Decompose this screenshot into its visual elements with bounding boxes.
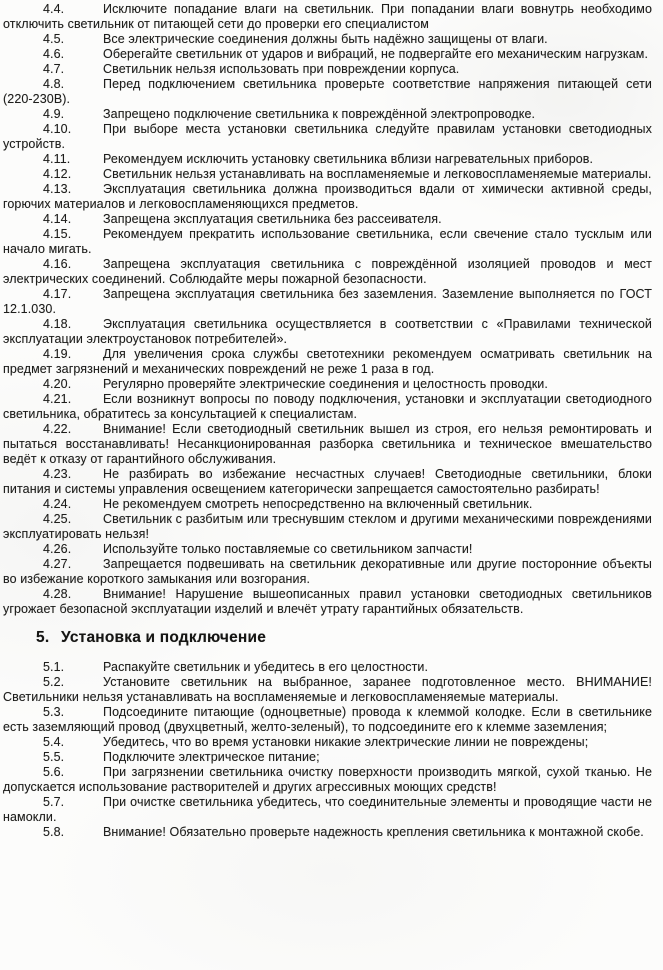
paragraph-text: Внимание! Если светодиодный светильник вышел из строя, его нельзя ремонтировать и пытаться восстанавливать! Несанкционированная разборка светильника и техническое вмешательство ведёт к отказу от гарантийного обслуживания. [3, 422, 652, 466]
manual-paragraph [3, 62, 652, 77]
paragraph-number: 4.7. [43, 62, 65, 76]
manual-paragraph [3, 317, 652, 347]
manual-paragraph [3, 392, 652, 422]
paragraph-number: 4.4. [43, 2, 65, 16]
section-5-heading [3, 628, 652, 647]
manual-paragraph [3, 587, 652, 617]
paragraph-text: Подключите электрическое питание; [103, 750, 320, 764]
manual-paragraph [3, 557, 652, 587]
paragraph-text: Светильник нельзя использовать при повреждении корпуса. [103, 62, 460, 76]
paragraph-number: 5.2. [43, 675, 65, 689]
manual-paragraph [3, 735, 652, 750]
paragraph-text: Запрещается подвешивать на светильник декоративные или другие посторонние объекты во избежание короткого замыкания или возгорания. [3, 557, 652, 586]
manual-paragraph [3, 467, 652, 497]
paragraph-number: 4.8. [43, 77, 65, 91]
paragraph-text: Светильник нельзя устанавливать на воспламеняемые и легковоспламеняемые материалы. [103, 167, 652, 181]
paragraph-number: 4.13. [43, 182, 72, 196]
manual-paragraph [3, 227, 652, 257]
paragraph-number: 4.22. [43, 422, 72, 436]
section-5-number: 5. [36, 629, 50, 646]
manual-paragraph [3, 287, 652, 317]
paragraph-number: 4.16. [43, 257, 72, 271]
paragraph-number: 5.5. [43, 750, 65, 764]
paragraph-number: 5.1. [43, 660, 65, 674]
paragraph-number: 4.28. [43, 587, 72, 601]
paragraph-text: Рекомендуем исключить установку светильника вблизи нагревательных приборов. [103, 152, 594, 166]
paragraph-text: Исключите попадание влаги на светильник. При попадании влаги вовнутрь необходимо отключить светильник от питающей сети до проверки его специалистом [3, 2, 652, 31]
manual-paragraph [3, 497, 652, 512]
manual-paragraph [3, 825, 652, 840]
manual-paragraph [3, 660, 652, 675]
paragraph-number: 4.11. [43, 152, 71, 166]
paragraph-text: Подсоедините питающие (одноцветные) провода к клеммой колодке. Если в светильнике есть заземляющий провод (двухцветный, желто-зеленый), то подсоедините его к клемме заземления; [3, 705, 652, 734]
paragraph-text: Для увеличения срока службы светотехники рекомендуем осматривать светильник на предмет загрязнений и механических повреждений не реже 1 раза в год. [3, 347, 652, 376]
paragraph-text: Регулярно проверяйте электрические соединения и целостность проводки. [103, 377, 548, 391]
manual-paragraph [3, 182, 652, 212]
paragraph-text: Запрещено подключение светильника к повреждённой электропроводке. [103, 107, 536, 121]
manual-paragraph [3, 257, 652, 287]
paragraph-number: 4.25. [43, 512, 72, 526]
paragraph-number: 5.7. [43, 795, 65, 809]
paragraph-number: 4.6. [43, 47, 65, 61]
paragraph-text: При выборе места установки светильника следуйте правилам установки светодиодных устройств. [3, 122, 652, 151]
paragraph-text: Перед подключением светильника проверьте соответствие напряжения питающей сети (220-230В). [3, 77, 652, 106]
paragraph-number: 5.3. [43, 705, 65, 719]
paragraph-number: 5.4. [43, 735, 65, 749]
paragraph-number: 4.20. [43, 377, 72, 391]
safety-rules-list [3, 2, 652, 617]
paragraph-text: Убедитесь, что во время установки никакие электрические линии не повреждены; [103, 735, 589, 749]
paragraph-number: 4.5. [43, 32, 65, 46]
paragraph-number: 4.19. [43, 347, 72, 361]
paragraph-number: 4.18. [43, 317, 72, 331]
paragraph-text: Внимание! Нарушение вышеописанных правил установки светодиодных светильников угрожает безопасной эксплуатации изделий и влечёт утрату гарантийных обязательств. [3, 587, 652, 616]
paragraph-text: Используйте только поставляемые со светильником запчасти! [103, 542, 473, 556]
paragraph-text: Запрещена эксплуатация светильника без заземления. Заземление выполняется по ГОСТ 12.1.030. [3, 287, 652, 316]
paragraph-number: 4.12. [43, 167, 72, 181]
paragraph-text: Запрещена эксплуатация светильника без рассеивателя. [103, 212, 442, 226]
manual-paragraph [3, 542, 652, 557]
paragraph-text: Светильник с разбитым или треснувшим стеклом и другими механическими повреждениями эксплуатировать нельзя! [3, 512, 652, 541]
section-5-title: Установка и подключение [61, 629, 267, 646]
paragraph-number: 4.15. [43, 227, 72, 241]
paragraph-text: Эксплуатация светильника осуществляется в соответствии с «Правилами технической эксплуатации электроустановок потребителей». [3, 317, 652, 346]
paragraph-text: При загрязнении светильника очистку поверхности производить мягкой, сухой тканью. Не допускается использование растворителей и других агрессивных моющих средств! [3, 765, 652, 794]
manual-paragraph [3, 705, 652, 735]
paragraph-text: Распакуйте светильник и убедитесь в его целостности. [103, 660, 429, 674]
manual-paragraph [3, 422, 652, 467]
manual-paragraph [3, 347, 652, 377]
manual-paragraph [3, 2, 652, 32]
installation-steps-list [3, 660, 652, 840]
manual-paragraph [3, 795, 652, 825]
paragraph-text: Установите светильник на выбранное, заранее подготовленное место. ВНИМАНИЕ! Светильники нельзя устанавливать на воспламеняемые и легковоспламеняемые материалы. [3, 675, 652, 704]
paragraph-number: 4.9. [43, 107, 65, 121]
paragraph-number: 5.8. [43, 825, 65, 839]
paragraph-text: При очистке светильника убедитесь, что соединительные элементы и проводящие части не намокли. [3, 795, 652, 824]
paragraph-number: 4.27. [43, 557, 72, 571]
paragraph-number: 4.21. [43, 392, 72, 406]
paragraph-text: Не разбирать во избежание несчастных случаев! Светодиодные светильники, блоки питания и системы управления освещением категорически запрещается самостоятельно разбирать! [3, 467, 652, 496]
paragraph-text: Оберегайте светильник от ударов и вибраций, не подвергайте его механическим нагрузкам. [103, 47, 649, 61]
manual-paragraph [3, 765, 652, 795]
manual-paragraph [3, 377, 652, 392]
manual-paragraph [3, 152, 652, 167]
paragraph-number: 4.26. [43, 542, 72, 556]
paragraph-text: Эксплуатация светильника должна производиться вдали от химически активной среды, горючих материалов и легковоспламеняющихся предметов. [3, 182, 652, 211]
paragraph-number: 5.6. [43, 765, 65, 779]
paragraph-text: Внимание! Обязательно проверьте надежность крепления светильника к монтажной скобе. [103, 825, 644, 839]
paragraph-number: 4.23. [43, 467, 72, 481]
manual-paragraph [3, 47, 652, 62]
manual-paragraph [3, 675, 652, 705]
manual-paragraph [3, 167, 652, 182]
manual-paragraph [3, 107, 652, 122]
paragraph-number: 4.17. [43, 287, 72, 301]
paragraph-number: 4.14. [43, 212, 72, 226]
paragraph-text: Запрещена эксплуатация светильника с повреждённой изоляцией проводов и мест электрических соединений. Соблюдайте меры пожарной безопасности. [3, 257, 652, 286]
paragraph-text: Если возникнут вопросы по поводу подключения, установки и эксплуатации светодиодного светильника, обратитесь за консультацией к специалистам. [3, 392, 652, 421]
manual-paragraph [3, 750, 652, 765]
manual-paragraph [3, 77, 652, 107]
paragraph-number: 4.10. [43, 122, 72, 136]
manual-paragraph [3, 122, 652, 152]
paragraph-text: Не рекомендуем смотреть непосредственно на включенный светильник. [103, 497, 533, 511]
paragraph-text: Рекомендуем прекратить использование светильника, если свечение стало тусклым или начало мигать. [3, 227, 652, 256]
paragraph-number: 4.24. [43, 497, 72, 511]
manual-paragraph [3, 32, 652, 47]
paragraph-text: Все электрические соединения должны быть надёжно защищены от влаги. [103, 32, 548, 46]
manual-paragraph [3, 512, 652, 542]
manual-paragraph [3, 212, 652, 227]
